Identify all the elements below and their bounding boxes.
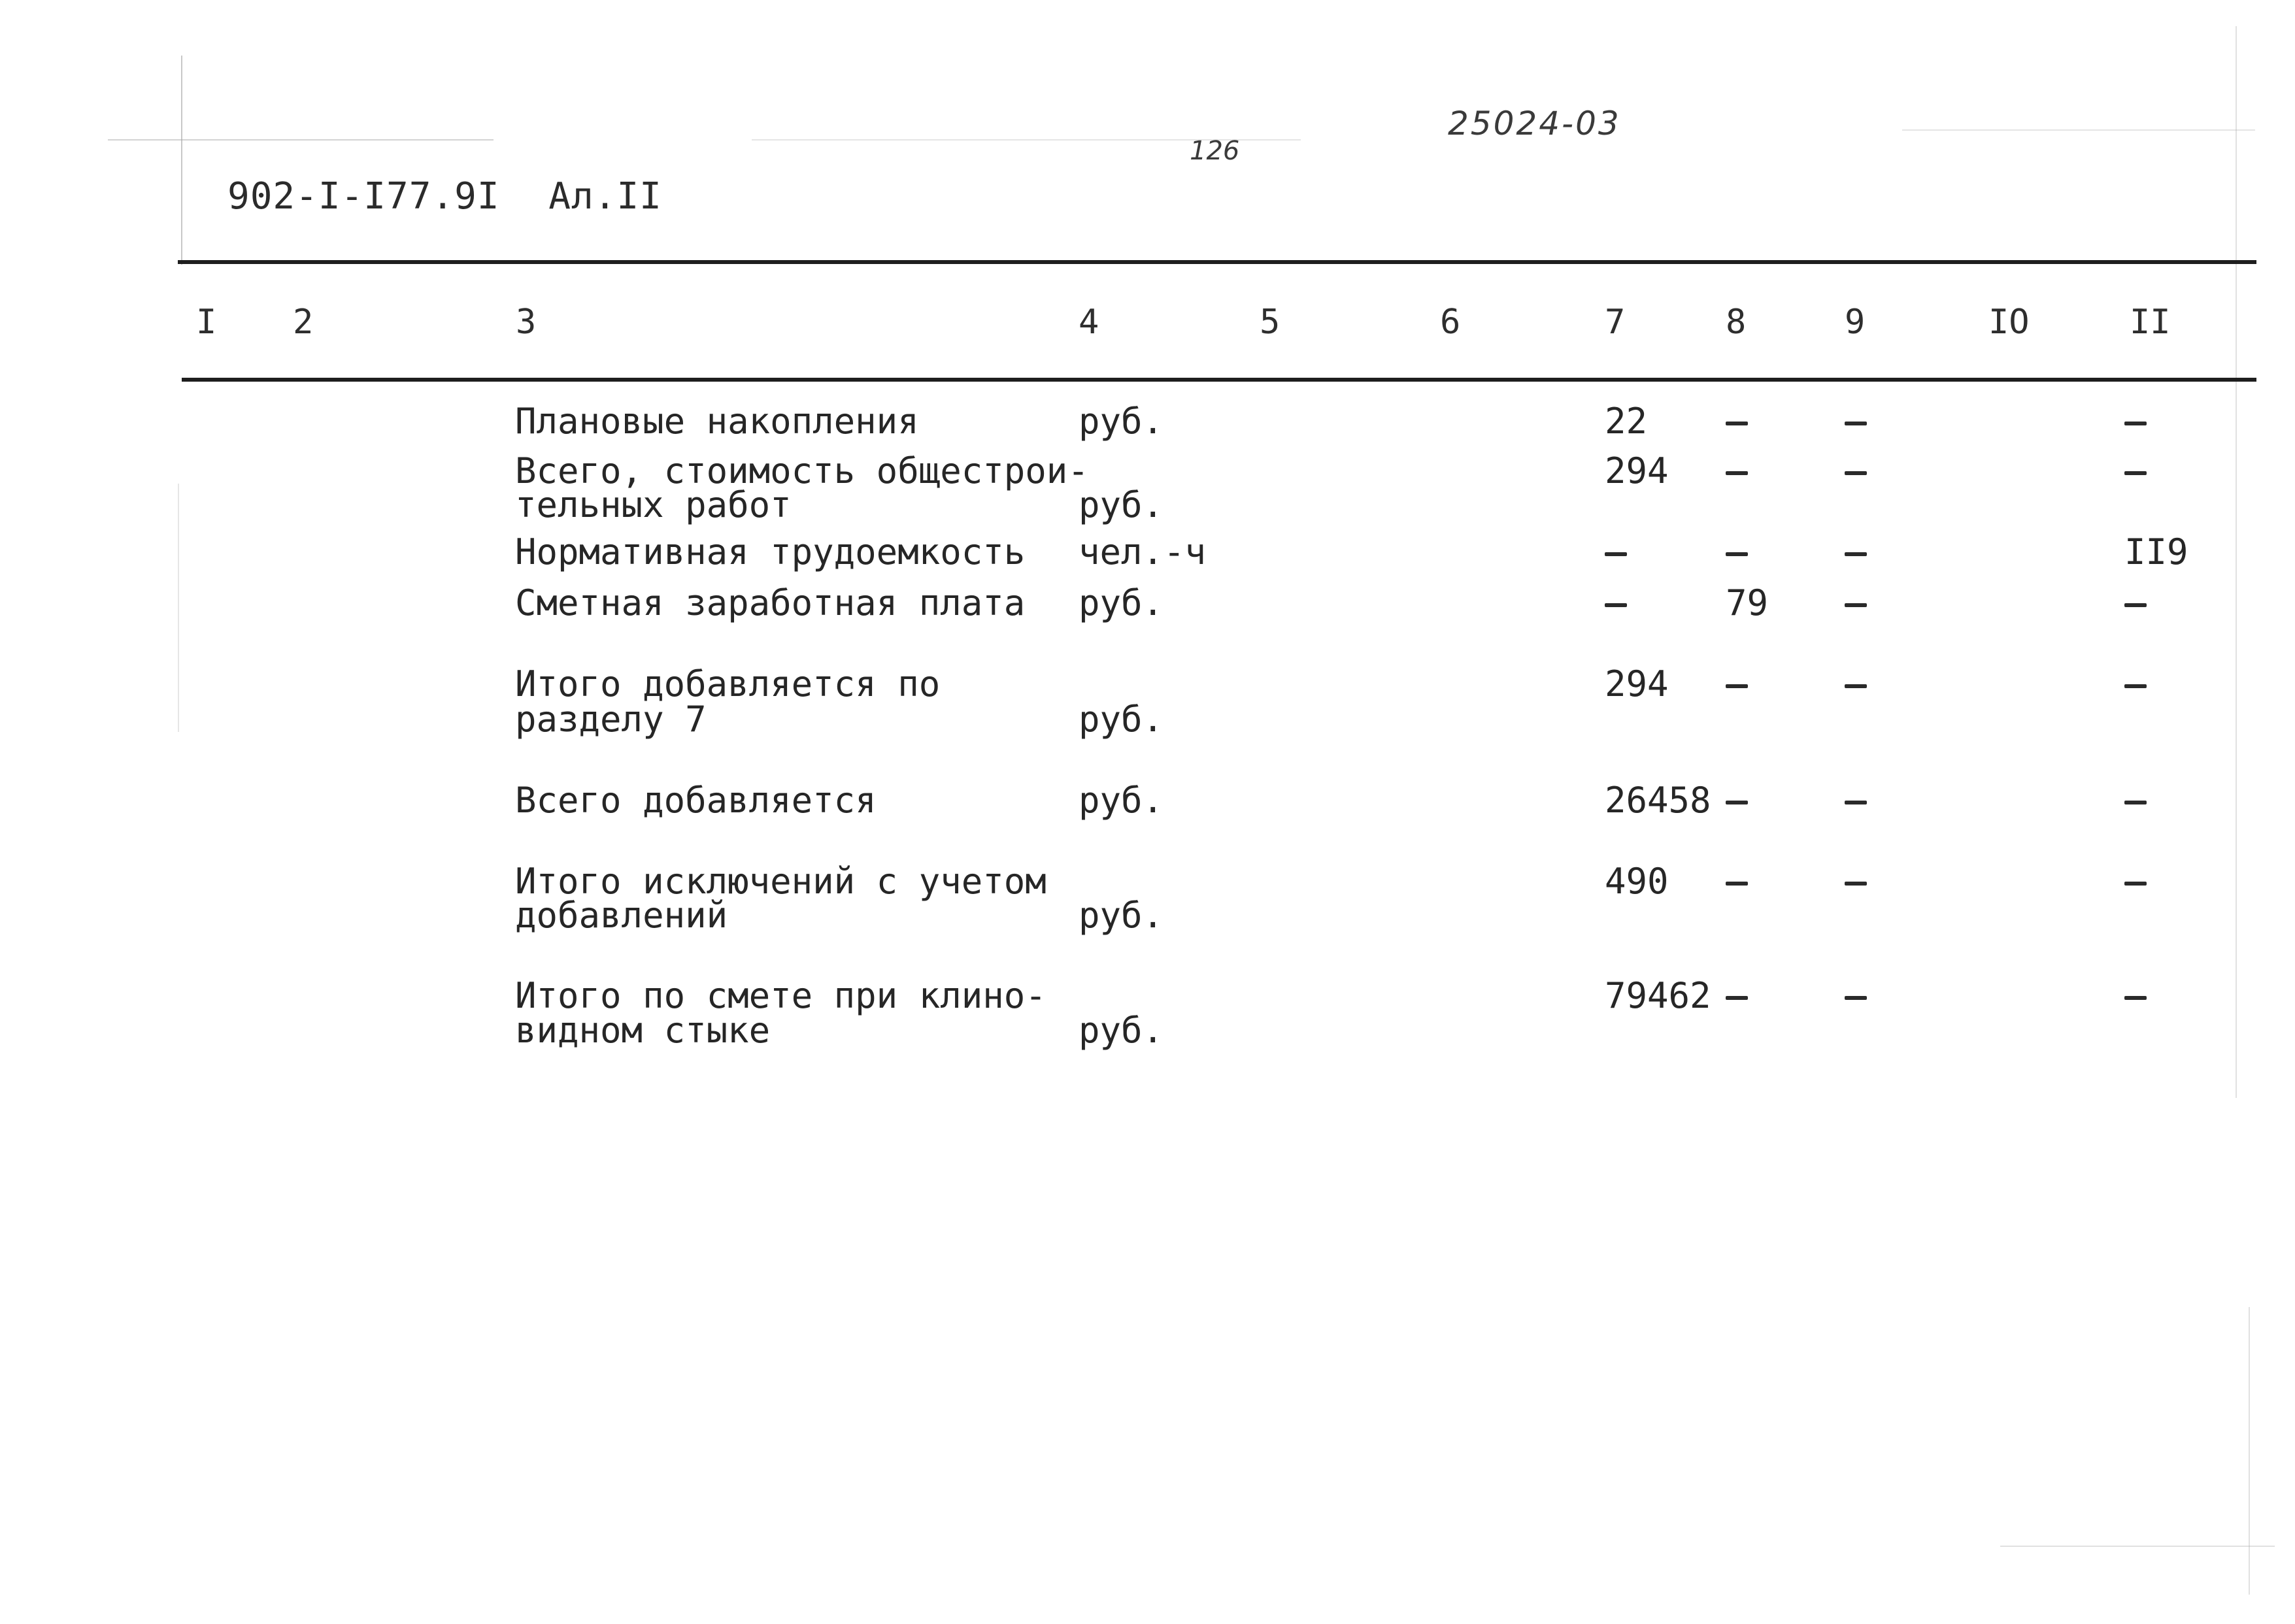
row-col8 bbox=[1726, 667, 1748, 702]
col-number-3: 3 bbox=[516, 303, 537, 342]
col-number-2: 2 bbox=[293, 303, 314, 342]
scan-edge-right bbox=[2236, 26, 2237, 1098]
row-col11 bbox=[2124, 864, 2147, 899]
scan-line-bottom-right bbox=[2000, 1546, 2275, 1547]
document-code bbox=[227, 175, 662, 218]
row-unit: чел.-ч bbox=[1079, 531, 1207, 572]
dash-mark bbox=[2124, 801, 2147, 804]
dash-mark bbox=[2124, 684, 2147, 688]
dash-mark bbox=[1726, 552, 1748, 556]
dash-mark bbox=[1845, 882, 1867, 886]
row-name-line2: разделу 7 bbox=[515, 699, 707, 740]
row-col11 bbox=[2124, 404, 2147, 439]
row-unit: руб. bbox=[1079, 699, 1164, 740]
dash-mark bbox=[1845, 471, 1867, 475]
row-col7 bbox=[1605, 586, 1627, 621]
row-col9 bbox=[1845, 586, 1867, 621]
dash-mark bbox=[1605, 603, 1627, 607]
row-col9 bbox=[1845, 667, 1867, 702]
dash-mark bbox=[1845, 996, 1867, 1000]
dash-mark bbox=[1726, 996, 1748, 1000]
dash-mark bbox=[2124, 471, 2147, 475]
row-col11 bbox=[2124, 978, 2147, 1014]
row-unit: руб. bbox=[1079, 484, 1164, 525]
col-number-10: IO bbox=[1988, 303, 2030, 342]
row-col8 bbox=[1726, 978, 1748, 1014]
row-name-line1: Итого исключений с учетом bbox=[515, 861, 1047, 902]
dash-mark bbox=[1845, 684, 1867, 688]
dash-mark bbox=[1605, 552, 1627, 556]
row-name-line2: добавлений bbox=[515, 895, 728, 936]
handwritten-number: 25024-03 bbox=[1448, 105, 1621, 142]
scan-edge-left-lower bbox=[178, 484, 179, 732]
dash-mark bbox=[1726, 882, 1748, 886]
dash-mark bbox=[1726, 422, 1748, 425]
dash-mark bbox=[1845, 422, 1867, 425]
row-col8 bbox=[1726, 864, 1748, 899]
row-col11 bbox=[2124, 454, 2147, 489]
row-name: Всего добавляется bbox=[515, 780, 877, 821]
row-unit: руб. bbox=[1079, 780, 1164, 821]
dash-mark bbox=[1845, 603, 1867, 607]
row-col9 bbox=[1845, 864, 1867, 899]
dash-mark bbox=[2124, 603, 2147, 607]
row-col7 bbox=[1605, 535, 1627, 570]
row-col9 bbox=[1845, 978, 1867, 1014]
row-name-line2: тельных работ bbox=[515, 484, 792, 525]
col-number-8: 8 bbox=[1726, 303, 1747, 342]
dash-mark bbox=[1845, 552, 1867, 556]
dash-mark bbox=[1726, 684, 1748, 688]
row-name-line1: Всего, стоимость общестрои- bbox=[515, 450, 1089, 491]
col-number-6: 6 bbox=[1440, 303, 1461, 342]
row-col8 bbox=[1726, 454, 1748, 489]
row-col9 bbox=[1845, 454, 1867, 489]
row-name-line2: видном стыке bbox=[515, 1010, 771, 1051]
row-unit: руб. bbox=[1079, 895, 1164, 936]
row-col7: 294 bbox=[1605, 450, 1669, 491]
sheet-label: Ал.II bbox=[548, 175, 662, 218]
col-number-5: 5 bbox=[1260, 303, 1281, 342]
row-col8 bbox=[1726, 404, 1748, 439]
scan-edge-right-lower bbox=[2249, 1307, 2250, 1595]
row-col9 bbox=[1845, 404, 1867, 439]
dash-mark bbox=[1726, 801, 1748, 804]
row-col7: 490 bbox=[1605, 861, 1669, 902]
row-name: Плановые накопления bbox=[515, 401, 919, 442]
row-unit: руб. bbox=[1079, 1010, 1164, 1051]
dash-mark bbox=[2124, 882, 2147, 886]
row-col11 bbox=[2124, 586, 2147, 621]
row-col11 bbox=[2124, 667, 2147, 702]
dash-mark bbox=[1845, 801, 1867, 804]
document-number: 902-I-I77.9I bbox=[227, 175, 500, 218]
row-name-line1: Итого по смете при клино- bbox=[515, 975, 1047, 1016]
page-number: 126 bbox=[1190, 136, 1240, 166]
row-col7: 294 bbox=[1605, 663, 1669, 704]
col-number-11: II bbox=[2130, 303, 2171, 342]
col-number-9: 9 bbox=[1845, 303, 1866, 342]
row-name: Сметная заработная плата bbox=[515, 582, 1026, 623]
col-number-4: 4 bbox=[1079, 303, 1099, 342]
scan-line-top-left bbox=[108, 139, 494, 141]
dash-mark bbox=[2124, 422, 2147, 425]
table-top-rule bbox=[178, 260, 2256, 264]
row-name: Нормативная трудоемкость bbox=[515, 531, 1026, 572]
scan-line-top-right bbox=[1902, 129, 2255, 131]
dash-mark bbox=[2124, 996, 2147, 1000]
row-col8 bbox=[1726, 783, 1748, 818]
row-col7: 22 bbox=[1605, 401, 1648, 442]
row-col7: 79462 bbox=[1605, 975, 1711, 1016]
row-col7: 26458 bbox=[1605, 780, 1711, 821]
row-col11: II9 bbox=[2124, 531, 2188, 572]
col-number-7: 7 bbox=[1605, 303, 1626, 342]
table-header-bottom-rule bbox=[182, 378, 2256, 382]
dash-mark bbox=[1726, 471, 1748, 475]
row-col8: 79 bbox=[1726, 582, 1769, 623]
col-number-1: I bbox=[196, 303, 217, 342]
row-unit: руб. bbox=[1079, 582, 1164, 623]
scan-edge-left bbox=[181, 56, 182, 265]
row-col9 bbox=[1845, 535, 1867, 570]
row-unit: руб. bbox=[1079, 401, 1164, 442]
row-col11 bbox=[2124, 783, 2147, 818]
row-col8 bbox=[1726, 535, 1748, 570]
row-name-line1: Итого добавляется по bbox=[515, 663, 941, 704]
row-col9 bbox=[1845, 783, 1867, 818]
